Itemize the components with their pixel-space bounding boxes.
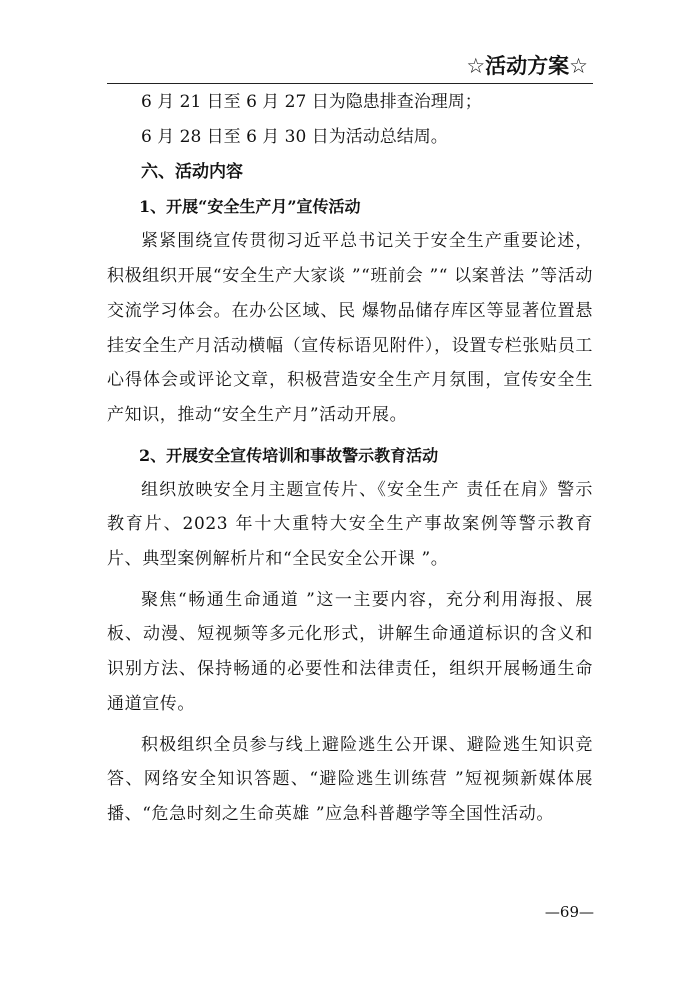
sub-heading-2: 2、开展安全宣传培训和事故警示教育活动 bbox=[139, 445, 439, 465]
page-header-title: ☆活动方案☆ bbox=[466, 54, 588, 78]
schedule-line-2: 6 月 28 日至 6 月 30 日为活动总结周。 bbox=[141, 126, 448, 147]
document-body bbox=[107, 85, 593, 832]
paragraph-1: 紧紧围绕宣传贯彻习近平总书记关于安全生产重要论述，积极组织开展“安全生产大家谈 ”“班前会 ”“ 以案普法 ”等活动交流学习体会。在办公区域、民 爆物品储存库区等显著位置悬挂安全生产月活动横幅（宣传标语见附件），设置专栏张贴员工心得体会或评论文章，积极营造安全生产月氛围，宣传安全生产知识，推动“安全生产月”活动开展。 bbox=[107, 231, 593, 425]
paragraph-3: 聚焦“畅通生命通道 ”这一主要内容，充分利用海报、展板、动漫、短视频等多元化形式，讲解生命通道标识的含义和识别方法、保持畅通的必要性和法律责任，组织开展畅通生命通道宣传。 bbox=[107, 589, 593, 714]
section-heading: 六、活动内容 bbox=[141, 162, 243, 183]
paragraph-2: 组织放映安全月主题宣传片、《安全生产 责任在肩》警示教育片、2023 年十大重特大安全生产事故案例等警示教育片、典型案例解析片和“全民安全公开课 ”。 bbox=[107, 479, 593, 570]
header-divider bbox=[107, 83, 593, 84]
schedule-line-1: 6 月 21 日至 6 月 27 日为隐患排查治理周； bbox=[141, 92, 482, 112]
page-number: —69— bbox=[544, 903, 594, 921]
sub-heading-1: 1、开展“安全生产月”宣传活动 bbox=[139, 197, 361, 217]
paragraph-4: 积极组织全员参与线上避险逃生公开课、避险逃生知识竞答、网络安全知识答题、“避险逃生训练营 ”短视频新媒体展播、“危急时刻之生命英雄 ”应急科普趣学等全国性活动。 bbox=[107, 734, 593, 824]
